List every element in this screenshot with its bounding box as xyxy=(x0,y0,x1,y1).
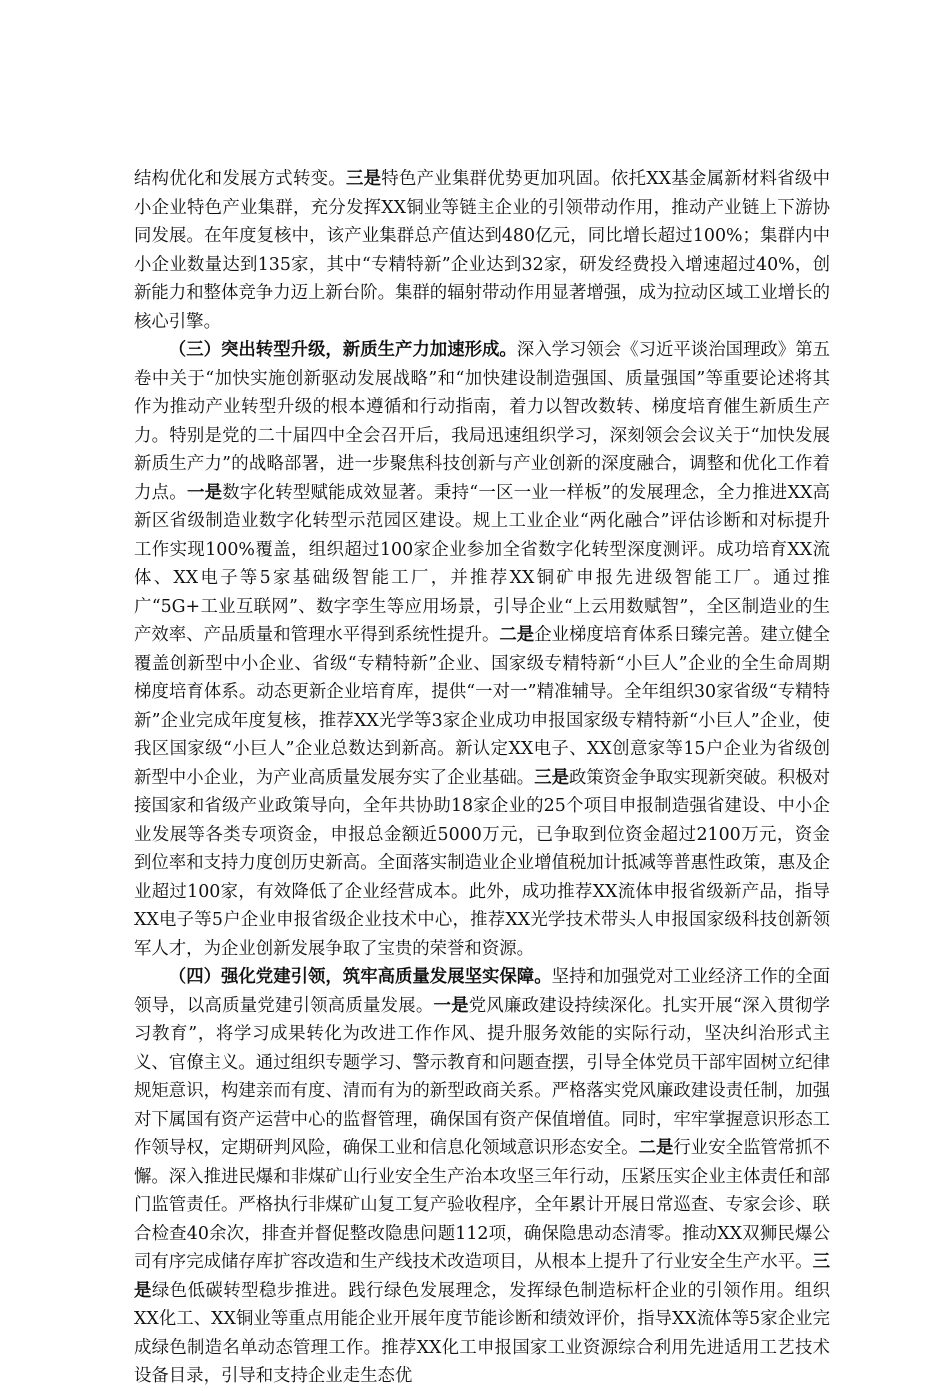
bold-marker: 一是 xyxy=(186,482,223,503)
text-run: 企业梯度培育体系日臻完善。建立健全覆盖创新型中小企业、省级“专精特新”企业、国家级专精特新“小巨人”企业的全生命周期梯度培育体系。动态更新企业培育库，提供“一对一”精准辅导。全年组织30家省级“专精特新”企业完成年度复核，推荐XX光学等3家企业成功申报国家级专精特新“小巨人”企业，使我区国家级“小巨人”企业总数达到新高。新认定XX电子、XX创意家等15户企业为省级创新型中小企业，为产业高质量发展夯实了企业基础。 xyxy=(134,625,830,788)
text-run: 党风廉政建设持续深化。扎实开展“深入贯彻学习教育”，将学习成果转化为改进工作作风、提升服务效能的实际行动，坚决纠治形式主义、官僚主义。通过组织专题学习、警示教育和问题查摆，引导全体党员干部牢固树立纪律规矩意识，构建亲而有度、清而有为的新型政商关系。严格落实党风廉政建设责任制，加强对下属国有资产运营中心的监督管理，确保国有资产保值增值。同时，牢牢掌握意识形态工作领导权，定期研判风险，确保工业和信息化领域意识形态安全。 xyxy=(134,995,830,1158)
bold-marker: 二是 xyxy=(638,1138,674,1158)
bold-marker: 三是 xyxy=(345,169,382,189)
bold-marker: 一是 xyxy=(433,995,469,1016)
text-run: 数字化转型赋能成效显著。秉持“一区一业一样板”的发展理念，全力推进XX高新区省级制造业数字化转型示范园区建设。规上工业企业“两化融合”评估诊断和对标提升工作实现100%覆盖，组织超过100家企业参加全省数字化转型深度测评。成功培育XX流体、XX电子等5家基础级智能工厂，并推荐XX铜矿申报先进级智能工厂。通过推广“5G+工业互联网”、数字孪生等应用场景，引导企业“上云用数赋智”，全区制造业的生产效率、产品质量和管理水平得到系统性提升。 xyxy=(134,482,830,645)
text-run: 结构优化和发展方式转变。 xyxy=(134,169,346,189)
text-run: 深入学习领会《习近平谈治国理政》第五卷中关于“加快实施创新驱动发展战略”和“加快建设制造强国、质量强国”等重要论述将其作为推动产业转型升级的根本遵循和行动指南，着力以智改数转、梯度培育催生新质生产力。特别是党的二十届四中全会召开后，我局迅速组织学习，深刻领会会议关于“加快发展新质生产力”的战略部署，进一步聚焦科技创新与产业创新的深度融合，调整和优化工作着力点。 xyxy=(134,340,830,503)
text-run: 行业安全监管常抓不懈。深入推进民爆和非煤矿山行业安全生产治本攻坚三年行动，压紧压实企业主体责任和部门监管责任。严格执行非煤矿山复工复产验收程序，全年累计开展日常巡查、专家会诊、联合检查40余次，排查并督促整改隐患问题112项，确保隐患动态清零。推动XX双狮民爆公司有序完成储存库扩容改造和生产线技术改造项目，从根本上提升了行业安全生产水平。 xyxy=(134,1138,830,1272)
bold-marker: 二是 xyxy=(499,625,535,645)
bold-marker: 三是 xyxy=(134,1252,830,1301)
paragraph-industrial-cluster xyxy=(134,165,830,336)
section-heading: （四）强化党建引领，筑牢高质量发展坚实保障。 xyxy=(168,967,552,987)
paragraph-section-3 xyxy=(134,336,830,963)
text-run: 政策资金争取实现新突破。积极对接国家和省级产业政策导向，全年共协助18家企业的25个项目申报制造强省建设、中小企业发展等各类专项资金，申报总金额近5000万元，已争取到位资金超过2100万元，资金到位率和支持力度创历史新高。全面落实制造业企业增值税加计抵减等普惠性政策，惠及企业超过100家，有效降低了企业经营成本。此外，成功推荐XX流体申报省级新产品，指导XX电子等5户企业申报省级企业技术中心，推荐XX光学技术带头人申报国家级科技创新领军人才，为企业创新发展争取了宝贵的荣誉和资源。 xyxy=(134,767,830,959)
section-heading: （三）突出转型升级，新质生产力加速形成。 xyxy=(168,340,517,360)
bold-marker: 三是 xyxy=(534,767,569,788)
text-run: 特色产业集群优势更加巩固。依托XX基金属新材料省级中小企业特色产业集群，充分发挥XX铜业等链主企业的引领带动作用，推动产业链上下游协同发展。在年度复核中，该产业集群总产值达到480亿元，同比增长超过100%；集群内中小企业数量达到135家，其中“专精特新”企业达到32家，研发经费投入增速超过40%，创新能力和整体竞争力迈上新台阶。集群的辐射带动作用显著增强，成为拉动区域工业增长的核心引擎。 xyxy=(134,169,830,332)
text-run: 绿色低碳转型稳步推进。践行绿色发展理念，发挥绿色制造标杆企业的引领作用。组织XX化工、XX铜业等重点用能企业开展年度节能诊断和绩效评价，指导XX流体等5家企业完成绿色制造名单动态管理工作。推荐XX化工申报国家工业资源综合利用先进适用工艺技术设备目录，引导和支持企业走生态优 xyxy=(134,1280,830,1386)
paragraph-section-4 xyxy=(134,963,830,1391)
document-body xyxy=(134,165,830,1391)
text-run: 坚持和加强党对工业经济工作的全面领导，以高质量党建引领高质量发展。 xyxy=(134,967,830,1016)
